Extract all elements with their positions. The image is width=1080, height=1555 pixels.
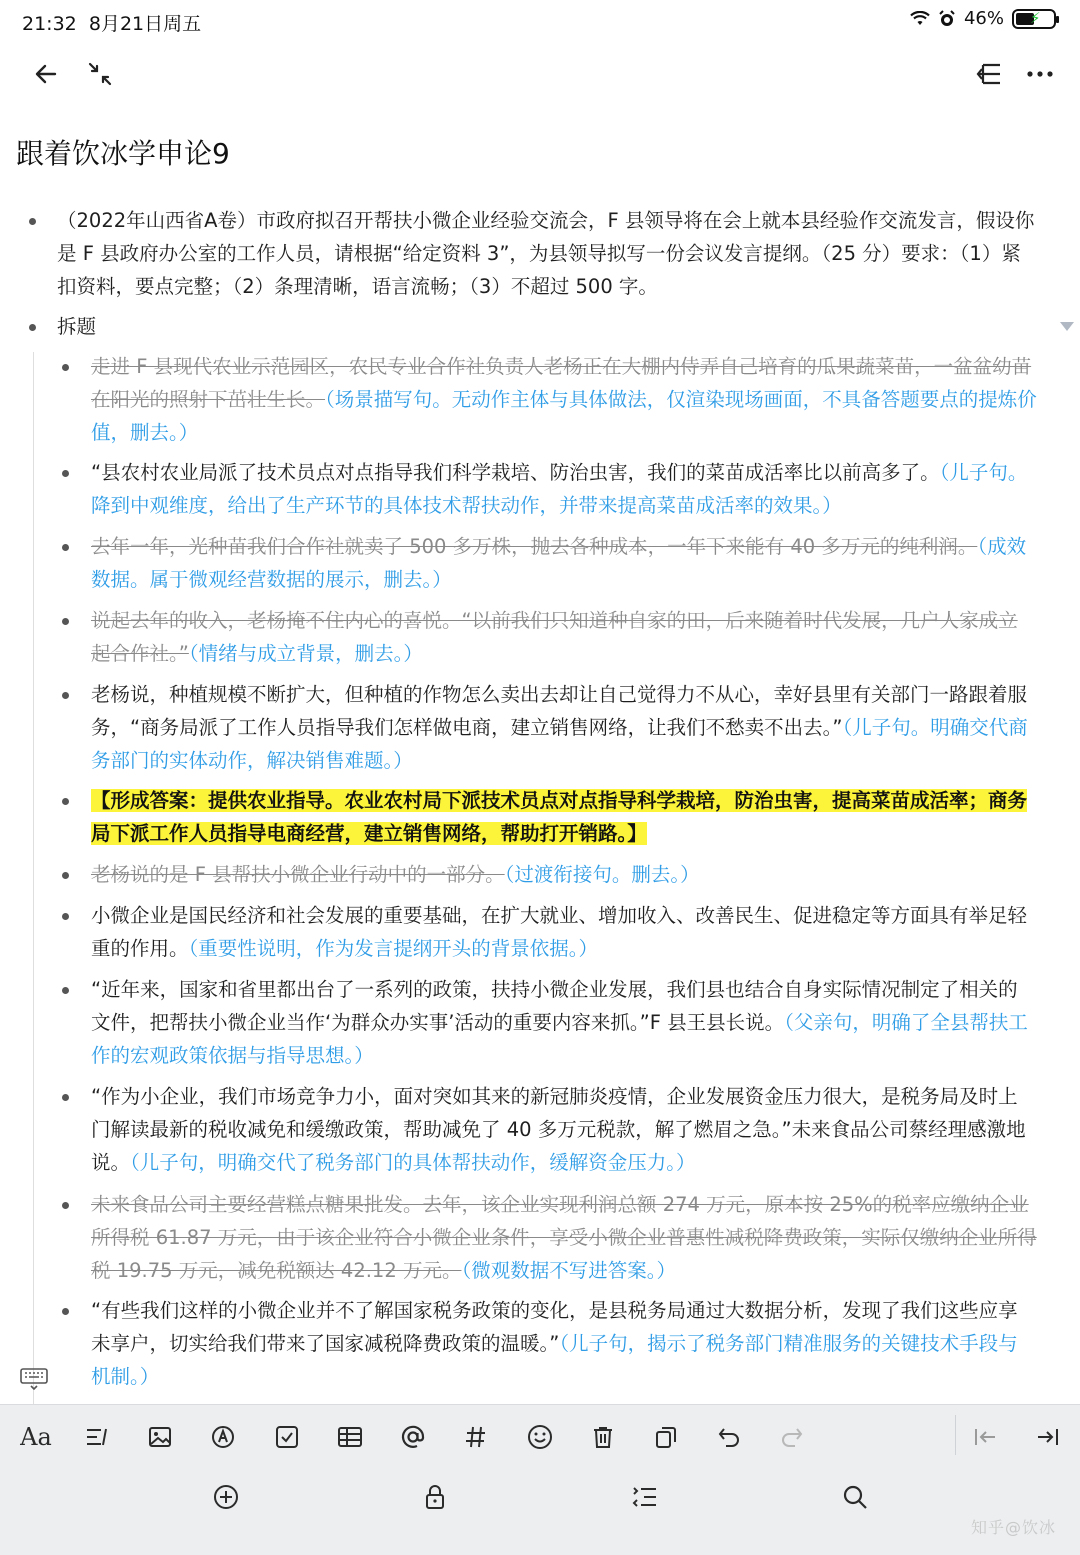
list-sort-icon[interactable] <box>625 1477 665 1517</box>
bullet-icon <box>29 324 36 331</box>
document-body[interactable] <box>0 100 1054 1404</box>
keyboard-icon[interactable] <box>20 1368 48 1390</box>
bullet-icon <box>62 1202 69 1209</box>
annotation-note: （微观数据不写进答案。） <box>461 1259 676 1282</box>
list-item[interactable]: 拆题 <box>57 315 97 338</box>
wifi-icon <box>910 11 930 27</box>
outline-icon[interactable] <box>968 54 1008 94</box>
more-dots-icon[interactable] <box>1020 54 1060 94</box>
bullet-icon <box>62 1308 69 1315</box>
redo-icon[interactable] <box>772 1417 812 1457</box>
format-toolbar-row <box>0 1405 1080 1467</box>
annotation-note: （儿子句。降到中观维度，给出了生产环节的具体技术帮扶动作，并带来提高菜苗成活率的效果。） <box>91 461 1028 517</box>
battery-icon: ⚡ <box>1012 9 1056 29</box>
annotation-note: （场景描写句。无动作主体与具体做法，仅渲染现场画面，不具备答题要点的提炼价值，删去。） <box>91 388 1037 444</box>
list-item[interactable] <box>91 678 1037 777</box>
list-item[interactable] <box>91 530 1037 596</box>
status-time: 21:32 8月21日周五 <box>22 13 202 35</box>
watermark: 知乎@饮冰 <box>970 1518 1056 1537</box>
list-item[interactable] <box>91 604 1037 670</box>
answer-highlight: 【形成答案：提供农业指导。农业农村局下派技术员点对点指导科学栽培，防治虫害，提高菜苗成活率；商务局下派工作人员指导电商经营，建立销售网络，帮助打开销路。】 <box>91 789 1028 845</box>
search-icon[interactable] <box>835 1477 875 1517</box>
sentence-text: “近年来，国家和省里都出台了一系列的政策，扶持小微企业发展，我们县也结合自身实际情况制定了相关的文件，把帮扶小微企业当作‘为群众办实事’活动的重要内容来抓。”F 县王县长说。 <box>91 978 1018 1034</box>
annotation-note: （父亲句，明确了全县帮扶工作的宏观政策依据与指导思想。） <box>91 1011 1028 1067</box>
page-title: 跟着饮冰学申论9 <box>16 137 230 170</box>
sentence-text: 老杨说，种植规模不断扩大，但种植的作物怎么卖出去却让自己觉得力不从心，幸好县里有关部门一路跟着服务，“商务局派了工作人员指导我们怎样做电商，建立销售网络，让我们不愁卖不出去。” <box>91 683 1028 739</box>
collapse-triangle-icon[interactable] <box>1060 322 1074 331</box>
format-toolbar <box>0 1404 1080 1555</box>
annotation-note: （过渡衔接句。删去。） <box>504 863 700 886</box>
outline-thread-line <box>33 352 34 1404</box>
list-item[interactable]: （2022年山西省A卷）市政府拟召开帮扶小微企业经验交流会，F 县领导将在会上就本县经验作交流发言，假设你是 F 县政府办公室的工作人员，请根据“给定资料 3”，为县领导拟写一份会议发言提纲。（25 分）要求：（1）紧扣资料，要点完整；（2）条理清晰，语言流畅；（3）不超过 500 字。 <box>57 209 1035 298</box>
undo-icon[interactable] <box>709 1417 749 1457</box>
bullet-icon <box>62 798 69 805</box>
copy-icon[interactable] <box>646 1417 686 1457</box>
bullet-icon <box>62 618 69 625</box>
annotation-note: （儿子句，揭示了税务部门精准服务的关键技术手段与机制。） <box>91 1332 1018 1388</box>
outdent-icon[interactable] <box>965 1417 1005 1457</box>
bullet-icon <box>62 987 69 994</box>
status-right <box>910 8 1056 29</box>
mention-icon[interactable] <box>393 1417 433 1457</box>
delete-icon[interactable] <box>583 1417 623 1457</box>
indent-icon[interactable] <box>1028 1417 1068 1457</box>
list-item[interactable] <box>91 1188 1037 1287</box>
nav-bar <box>0 44 1080 100</box>
back-arrow-icon[interactable] <box>26 54 66 94</box>
list-item[interactable] <box>91 899 1037 965</box>
list-icon[interactable] <box>77 1417 117 1457</box>
deleted-text: 老杨说的是 F 县帮扶小微企业行动中的一部分。 <box>91 863 505 886</box>
bullet-icon <box>62 470 69 477</box>
bullet-icon <box>62 692 69 699</box>
annotation-note: （儿子句。明确交代商务部门的实体动作，解决销售难题。） <box>91 716 1028 772</box>
annotation-note: （儿子句，明确交代了税务部门的具体帮扶动作，缓解资金压力。） <box>130 1151 696 1174</box>
alarm-icon <box>938 10 956 28</box>
deleted-text: 走进 F 县现代农业示范园区，农民专业合作社负责人老杨正在大棚内侍弄自己培育的瓜果蔬菜苗，一盆盆幼苗在阳光的照射下茁壮生长。 <box>91 355 1032 411</box>
pen-icon[interactable] <box>203 1417 243 1457</box>
toolbar-divider <box>955 1415 956 1455</box>
table-icon[interactable] <box>330 1417 370 1457</box>
lock-icon[interactable] <box>415 1477 455 1517</box>
deleted-text: 说起去年的收入，老杨掩不住内心的喜悦。“以前我们只知道种自家的田，后来随着时代发展，几户人家成立起合作社。” <box>91 609 1018 665</box>
list-item[interactable] <box>91 350 1037 449</box>
add-icon[interactable] <box>206 1477 246 1517</box>
deleted-text: 未来食品公司主要经营糕点糖果批发。去年，该企业实现利润总额 274 万元，原本按 25%的税率应缴纳企业所得税 61.87 万元，由于该企业符合小微企业条件，享受小微企业普惠性减税降费政策，实际仅缴纳企业所得税 19.75 万元，减免税额达 42.12 万元。 <box>91 1193 1037 1282</box>
checkbox-icon[interactable] <box>267 1417 307 1457</box>
annotation-note: （成效数据。属于微观经营数据的展示，删去。） <box>91 535 1027 591</box>
list-item[interactable] <box>91 784 1037 850</box>
bullet-icon <box>62 544 69 551</box>
sentence-text: “作为小企业，我们市场竞争力小，面对突如其来的新冠肺炎疫情，企业发展资金压力很大，是税务局及时上门解读最新的税收减免和缓缴政策，帮助减免了 40 多万元税款，解了燃眉之急。”未来食品公司蔡经理感激地说。 <box>91 1085 1026 1174</box>
image-icon[interactable] <box>140 1417 180 1457</box>
sentence-text: “县农村农业局派了技术员点对点指导我们科学栽培、防治虫害，我们的菜苗成活率比以前高多了。 <box>91 461 940 484</box>
text-format-icon[interactable]: Aa <box>20 1423 52 1451</box>
bullet-icon <box>62 872 69 879</box>
deleted-text: 去年一年，光种苗我们合作社就卖了 500 多万株，抛去各种成本，一年下来能有 40 多万元的纯利润。 <box>91 535 978 558</box>
annotation-note: （重要性说明，作为发言提纲开头的背景依据。） <box>188 937 599 960</box>
list-item[interactable] <box>91 1080 1037 1179</box>
hashtag-icon[interactable] <box>456 1417 496 1457</box>
bullet-icon <box>62 364 69 371</box>
sentence-text: “有些我们这样的小微企业并不了解国家税务政策的变化，是县税务局通过大数据分析，发现了我们这些应享未享户，切实给我们带来了国家减税降费政策的温暖。” <box>91 1299 1018 1355</box>
sentence-text: 小微企业是国民经济和社会发展的重要基础，在扩大就业、增加收入、改善民生、促进稳定等方面具有举足轻重的作用。 <box>91 904 1028 960</box>
collapse-arrows-icon[interactable] <box>80 54 120 94</box>
battery-percent: 46% <box>963 8 1004 29</box>
bullet-icon <box>29 218 36 225</box>
list-item[interactable] <box>91 973 1037 1072</box>
emoji-icon[interactable] <box>520 1417 560 1457</box>
list-item[interactable] <box>91 456 1037 522</box>
annotation-note: （情绪与成立背景，删去。） <box>188 642 423 665</box>
status-bar <box>0 0 1080 44</box>
list-item[interactable] <box>91 858 1037 891</box>
bullet-icon <box>62 1094 69 1101</box>
bullet-icon <box>62 913 69 920</box>
list-item[interactable] <box>91 1294 1037 1393</box>
